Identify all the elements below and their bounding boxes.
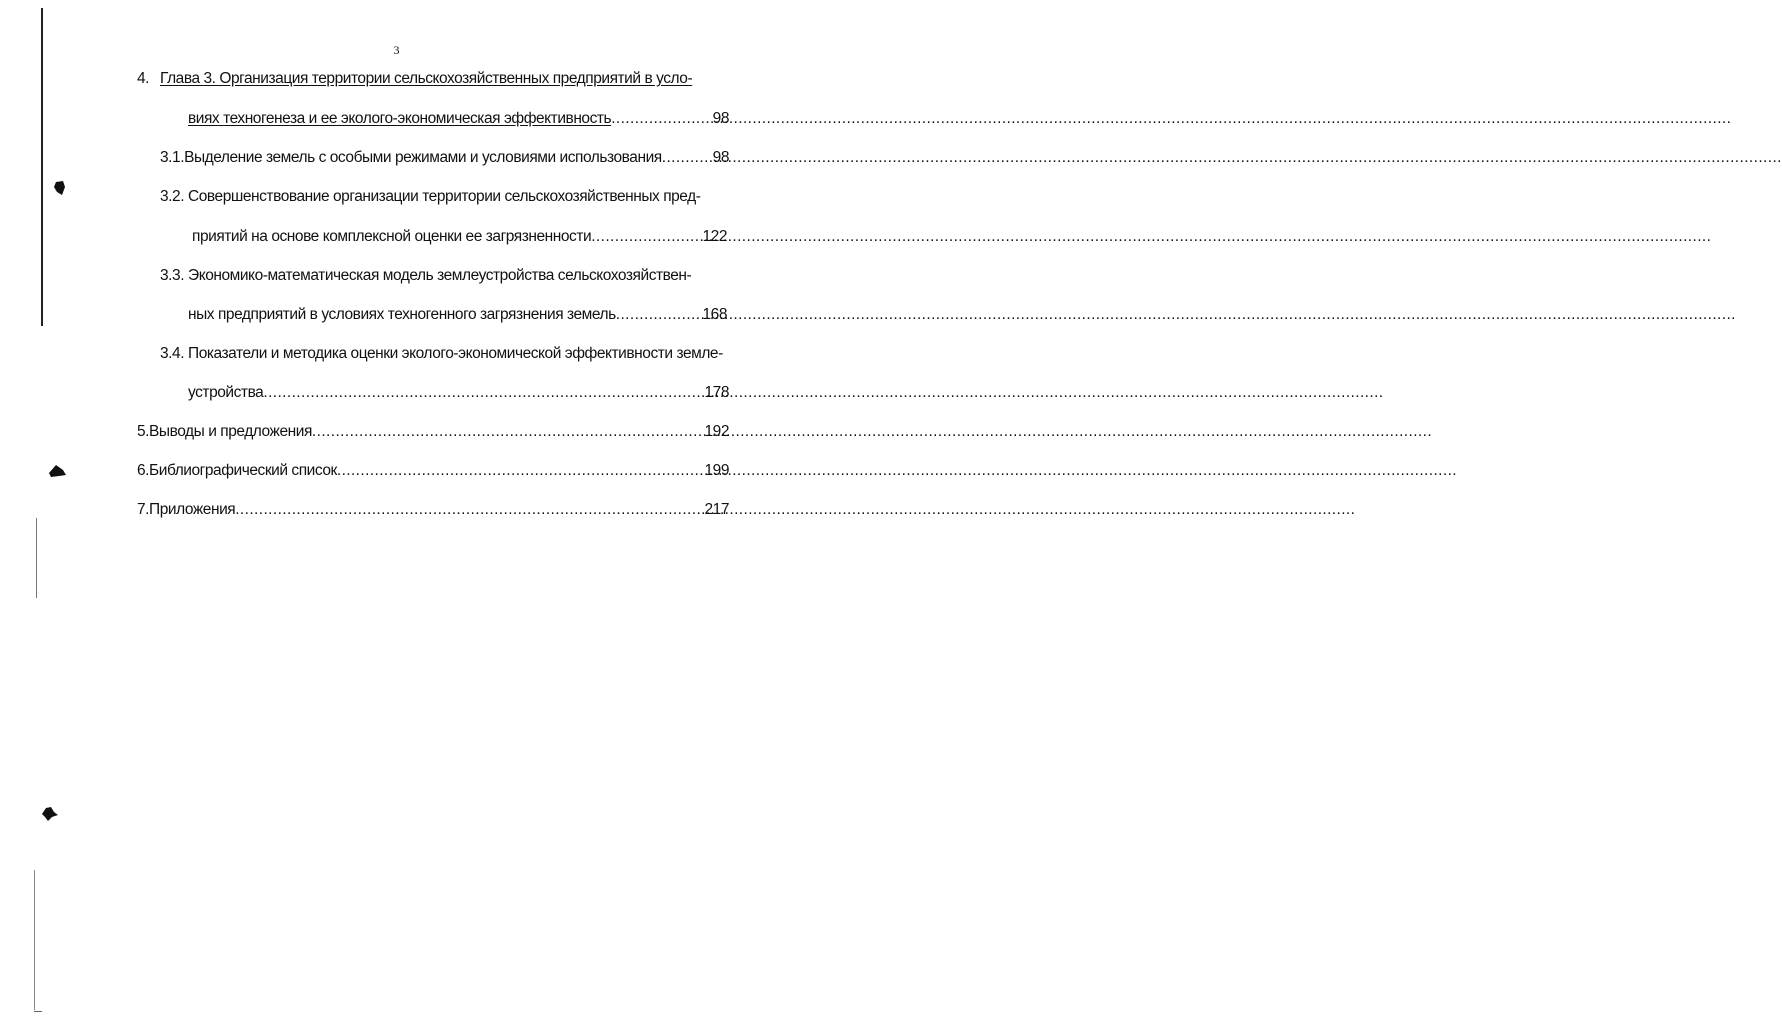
toc-entry-3-4[interactable] xyxy=(160,343,729,365)
toc-title: Выводы и предложения xyxy=(149,423,312,440)
toc-page-number: 168 xyxy=(702,306,727,323)
punch-hole-mark xyxy=(41,806,59,822)
toc-leader-dots xyxy=(662,147,713,169)
toc-title-continuation: ных предприятий в условиях техногенного загрязнения земель xyxy=(188,306,616,323)
toc-title: Показатели и методика оценки эколого-экономической эффективности земле- xyxy=(188,345,723,362)
toc-number: 6. xyxy=(137,462,150,479)
toc-title-continuation: виях техногенеза и ее эколого-экономическая эффективность xyxy=(188,110,612,127)
toc-page-number: 199 xyxy=(704,462,729,479)
toc-title: Глава 3. Организация территории сельскохозяйственных предприятий в усло- xyxy=(160,70,693,87)
punch-hole-mark xyxy=(47,464,67,478)
toc-leader-dots xyxy=(263,382,704,404)
toc-entry-chapter-3-cont[interactable] xyxy=(188,108,729,130)
toc-entry-chapter-3[interactable] xyxy=(137,68,737,90)
toc-entry-3-3[interactable] xyxy=(160,265,729,287)
toc-title: Выделение земель с особыми режимами и условиями использования xyxy=(184,149,662,166)
toc-title: Совершенствование организации территории сельскохозяйственных пред- xyxy=(188,188,701,205)
toc-number: 3.2. xyxy=(160,188,185,205)
punch-hole-mark xyxy=(53,180,67,196)
toc-title-continuation: приятий на основе комплексной оценки ее загрязненности xyxy=(192,228,592,245)
toc-page-number: 98 xyxy=(712,110,729,127)
toc-entry-7[interactable] xyxy=(137,499,729,521)
toc-number: 3.1. xyxy=(160,149,185,166)
toc-leader-dots xyxy=(616,304,703,326)
scan-margin-line xyxy=(34,1011,42,1012)
toc-entry-5[interactable] xyxy=(137,421,729,443)
toc-number: 5. xyxy=(137,423,150,440)
toc-title: Библиографический список xyxy=(149,462,337,479)
scan-margin-line xyxy=(36,518,37,598)
toc-entry-3-4-cont[interactable] xyxy=(188,382,729,404)
toc-title: Экономико-математическая модель землеустройства сельскохозяйствен- xyxy=(188,267,692,284)
toc-entry-3-2-cont[interactable] xyxy=(192,226,727,248)
toc-page-number: 98 xyxy=(712,149,729,166)
toc-leader-dots xyxy=(312,421,705,443)
toc-leader-dots xyxy=(337,460,705,482)
toc-title: Приложения xyxy=(149,501,236,518)
toc-entry-3-3-cont[interactable] xyxy=(188,304,727,326)
toc-page-number: 122 xyxy=(702,228,727,245)
toc-page-number: 217 xyxy=(704,501,729,518)
page-number: 3 xyxy=(393,43,400,57)
toc-page-number: 178 xyxy=(704,384,729,401)
toc-number: 4. xyxy=(137,70,150,87)
toc-leader-dots xyxy=(611,108,712,130)
toc-leader-dots xyxy=(235,499,704,521)
toc-entry-3-2[interactable] xyxy=(160,186,729,208)
toc-number: 7. xyxy=(137,501,150,518)
toc-page-number: 192 xyxy=(704,423,729,440)
toc-title-continuation: устройства xyxy=(188,384,264,401)
toc-entry-6[interactable] xyxy=(137,460,729,482)
toc-leader-dots xyxy=(591,226,702,248)
scan-margin-line xyxy=(34,870,35,1010)
toc-number: 3.4. xyxy=(160,345,185,362)
toc-number: 3.3. xyxy=(160,267,185,284)
toc-entry-3-1[interactable] xyxy=(160,147,729,169)
